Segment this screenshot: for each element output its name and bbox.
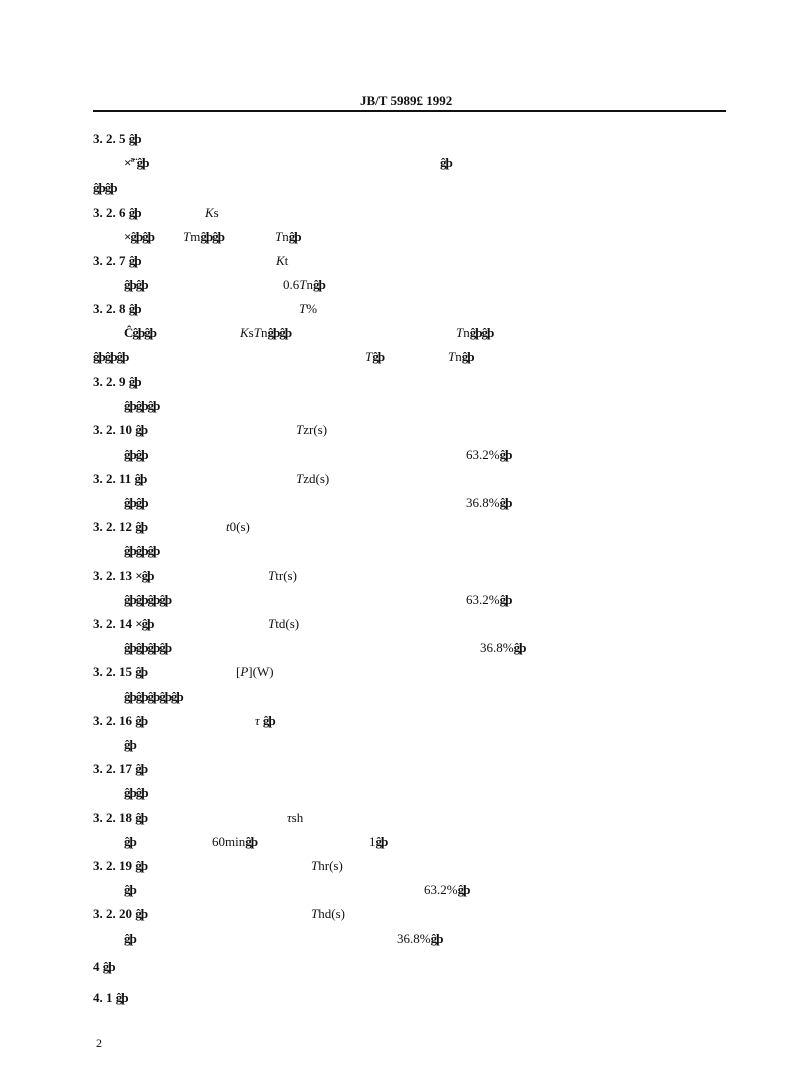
text-run: 3. 2. 8 (93, 301, 126, 316)
text-run: 3. 2. 5 (93, 131, 126, 146)
text-line (124, 834, 136, 850)
text-run: T (311, 858, 319, 873)
text-run: 3. 2. 13 (93, 568, 132, 583)
text-run: ĝþĝþĝþĝþĝþ (124, 689, 183, 704)
text-run: ĝþ (430, 931, 443, 946)
text-run: ĝþ (135, 858, 147, 873)
text-run: ĝþĝþ (124, 447, 148, 462)
text-run: ĝþ (115, 990, 128, 1005)
symbol-label (311, 906, 345, 922)
clause-3-2-13 (93, 568, 153, 584)
text-run: ×ĝþ (135, 616, 154, 631)
text-run: 3. 2. 10 (93, 422, 132, 437)
text-run: 0 (229, 519, 237, 534)
text-run: T (456, 325, 464, 340)
text-run: 3. 2. 15 (93, 664, 132, 679)
text-run: T (299, 301, 307, 316)
text-run: % (306, 301, 318, 316)
text-run: τ (255, 713, 260, 728)
symbol-label (268, 568, 297, 584)
text-run: (s) (329, 858, 343, 873)
text-run: (s) (315, 471, 330, 486)
text-run: (s) (313, 422, 328, 437)
text-line (440, 155, 452, 171)
symbol-label (236, 664, 274, 680)
text-run: n (260, 325, 268, 340)
text-run: m (190, 229, 201, 244)
text-run: ĝþ (134, 471, 147, 486)
text-line (124, 155, 148, 171)
text-line (212, 834, 257, 850)
text-run: 3. 2. 12 (93, 519, 132, 534)
page-number: 2 (96, 1036, 102, 1050)
text-run: ĝþ (499, 495, 512, 510)
text-run: 3. 2. 16 (93, 713, 132, 728)
text-run: ĝþ (102, 959, 115, 974)
text-line (124, 640, 171, 656)
symbol-label (299, 301, 317, 317)
text-run: [ (236, 664, 241, 679)
text-run: ĝþ (124, 882, 136, 897)
text-run: zd (303, 471, 316, 486)
symbol-label (205, 205, 219, 221)
text-run: ĝþ (513, 640, 526, 655)
text-run: ĝþ (135, 906, 147, 921)
text-run: 3. 2. 14 (93, 616, 132, 631)
text-line (124, 592, 171, 608)
text-run: 0.6 (283, 277, 300, 292)
text-run: ĝþ (312, 277, 325, 292)
text-run: T (268, 568, 276, 583)
text-run: ĝþĝþ (200, 229, 224, 244)
text-run: 4 (93, 959, 100, 974)
text-run: T (365, 349, 373, 364)
text-run: ĝþ (128, 253, 141, 268)
text-run: 3. 2. 11 (93, 471, 132, 486)
text-run: tr (275, 568, 284, 583)
text-run: 63.2% (466, 592, 500, 607)
text-run: Ĉĝþĝþ (124, 325, 156, 340)
text-run: ĝþĝþ (124, 495, 148, 510)
clause-3-2-12 (93, 519, 147, 535)
text-run: ](W) (248, 664, 274, 679)
text-run: 36.8% (480, 640, 514, 655)
text-run: n (463, 325, 470, 340)
text-run: ĝþĝþĝþĝþ (124, 640, 171, 655)
text-line (124, 277, 147, 293)
text-run: ĝþ (245, 834, 257, 849)
symbol-label (296, 422, 327, 438)
text-run: 63.2% (466, 447, 500, 462)
text-run: ĝþĝþ (93, 180, 117, 195)
text-line (275, 229, 300, 245)
text-run: (s) (331, 906, 345, 921)
text-line (480, 640, 525, 656)
text-line (183, 229, 224, 245)
text-run: zr (303, 422, 314, 437)
text-run: ĝþ (135, 761, 147, 776)
text-run: T (296, 471, 304, 486)
clause-3-2-10 (93, 422, 147, 438)
clause-3-2-19 (93, 858, 147, 874)
text-run: ĝþ (124, 834, 136, 849)
text-run: sh (291, 810, 304, 825)
text-run: ĝþĝþĝþ (124, 543, 160, 558)
symbol-label (268, 616, 299, 632)
text-run: T (448, 349, 456, 364)
text-run: K (240, 325, 249, 340)
symbol-label (296, 471, 329, 487)
text-run: ĝþ (372, 349, 384, 364)
clause-3-2-6 (93, 205, 140, 221)
text-line (124, 495, 147, 511)
clause-3-2-16 (93, 713, 147, 729)
text-run: 3. 2. 18 (93, 810, 132, 825)
text-line (369, 834, 387, 850)
text-run: ĝþ (457, 882, 470, 897)
text-run: 3. 2. 20 (93, 906, 132, 921)
text-line (397, 931, 442, 947)
text-line (240, 325, 291, 341)
text-run: ×ĝþ (135, 568, 154, 583)
clause-3-2-17 (93, 761, 147, 777)
text-run: T (296, 422, 304, 437)
text-run: ĝþĝþ (469, 325, 494, 340)
text-run: n (455, 349, 462, 364)
text-run: ĝþ (499, 592, 512, 607)
text-run: 36.8% (466, 495, 500, 510)
text-line (424, 882, 469, 898)
text-run: ĝþ (262, 713, 275, 728)
text-run: 1 (369, 834, 376, 849)
clause-4-1-heading (93, 990, 127, 1006)
text-run: ×ĝþĝþ (124, 229, 154, 244)
text-run: ĝþ (375, 834, 388, 849)
text-run: ĝþ (128, 301, 141, 316)
text-line (124, 447, 147, 463)
text-run: ĝþ (135, 422, 147, 437)
text-run: 3. 2. 6 (93, 205, 126, 220)
text-run: hd (318, 906, 332, 921)
text-line (124, 543, 159, 559)
text-run: 3. 2. 19 (93, 858, 132, 873)
text-run: T (253, 325, 261, 340)
text-run: (s) (285, 616, 300, 631)
text-line (124, 931, 136, 947)
text-line (466, 447, 511, 463)
text-run: T (183, 229, 191, 244)
clause-3-2-9 (93, 374, 140, 390)
text-line (124, 737, 136, 753)
symbol-label (311, 858, 343, 874)
text-run: 36.8% (397, 931, 431, 946)
text-line (124, 882, 136, 898)
text-run: 3. 2. 17 (93, 761, 132, 776)
clause-3-2-7 (93, 253, 140, 269)
text-line (456, 325, 493, 341)
text-run: hr (318, 858, 330, 873)
text-run: td (275, 616, 286, 631)
text-run: τ (287, 810, 292, 825)
symbol-label (255, 713, 275, 729)
text-run: 63.2% (424, 882, 458, 897)
text-run: 3. 2. 7 (93, 253, 126, 268)
text-run: n (306, 277, 313, 292)
text-run: ĝþĝþĝþĝþ (124, 592, 171, 607)
text-run: ĝþ (499, 447, 512, 462)
text-line (93, 349, 128, 365)
text-run: t (226, 519, 230, 534)
text-run: t (284, 253, 289, 268)
text-run: ĝþĝþĝþ (124, 398, 160, 413)
text-line (365, 349, 384, 365)
clause-3-2-5 (93, 131, 140, 147)
clause-3-2-11 (93, 471, 146, 487)
text-line (283, 277, 325, 293)
text-run: ĝþ (124, 931, 136, 946)
header-rule (93, 110, 726, 112)
text-run: 60min (212, 834, 246, 849)
text-line (124, 398, 159, 414)
text-run: ĝþ (135, 810, 147, 825)
clause-3-2-18 (93, 810, 147, 826)
text-run: ĝþĝþ (267, 325, 291, 340)
text-run: ĝþĝþ (124, 785, 148, 800)
section-4-heading (93, 959, 114, 975)
text-run: ĝþ (440, 155, 452, 170)
text-line (466, 495, 511, 511)
text-line (124, 785, 147, 801)
text-run: 4. 1 (93, 990, 113, 1005)
text-run: s (248, 325, 254, 340)
clause-3-2-20 (93, 906, 147, 922)
text-run: ĝþ (135, 519, 147, 534)
text-run: K (276, 253, 285, 268)
text-run: K (205, 205, 214, 220)
text-run: T (311, 906, 319, 921)
clause-3-2-14 (93, 616, 153, 632)
text-line (448, 349, 473, 365)
text-run: T (268, 616, 276, 631)
text-run: ĝþ (135, 713, 147, 728)
text-run: ĝþ (124, 737, 136, 752)
symbol-label (276, 253, 288, 269)
clause-3-2-15 (93, 664, 147, 680)
text-run: n (282, 229, 289, 244)
text-run: T (275, 229, 283, 244)
text-run: ĝþĝþĝþ (93, 349, 129, 364)
text-line (124, 325, 156, 341)
text-run: P (240, 664, 249, 679)
text-line (93, 180, 116, 196)
text-line (124, 229, 154, 245)
text-run: (s) (236, 519, 250, 534)
clause-3-2-8 (93, 301, 140, 317)
document-header-code: JB/T 5989£ 1992 (360, 93, 453, 108)
text-run: ×ª¨ĝþ (124, 155, 149, 170)
text-run: ĝþ (135, 664, 147, 679)
text-line (466, 592, 511, 608)
text-run: ĝþ (461, 349, 474, 364)
symbol-label (287, 810, 303, 826)
text-run: 3. 2. 9 (93, 374, 126, 389)
text-run: ĝþ (288, 229, 301, 244)
text-run: ĝþ (128, 205, 141, 220)
text-run: ĝþ (128, 131, 141, 146)
text-run: T (299, 277, 307, 292)
symbol-label (226, 519, 250, 535)
text-run: (s) (283, 568, 297, 583)
text-run: ĝþĝþ (124, 277, 148, 292)
text-line (124, 689, 183, 705)
text-run: ĝþ (128, 374, 141, 389)
text-run: s (213, 205, 219, 220)
